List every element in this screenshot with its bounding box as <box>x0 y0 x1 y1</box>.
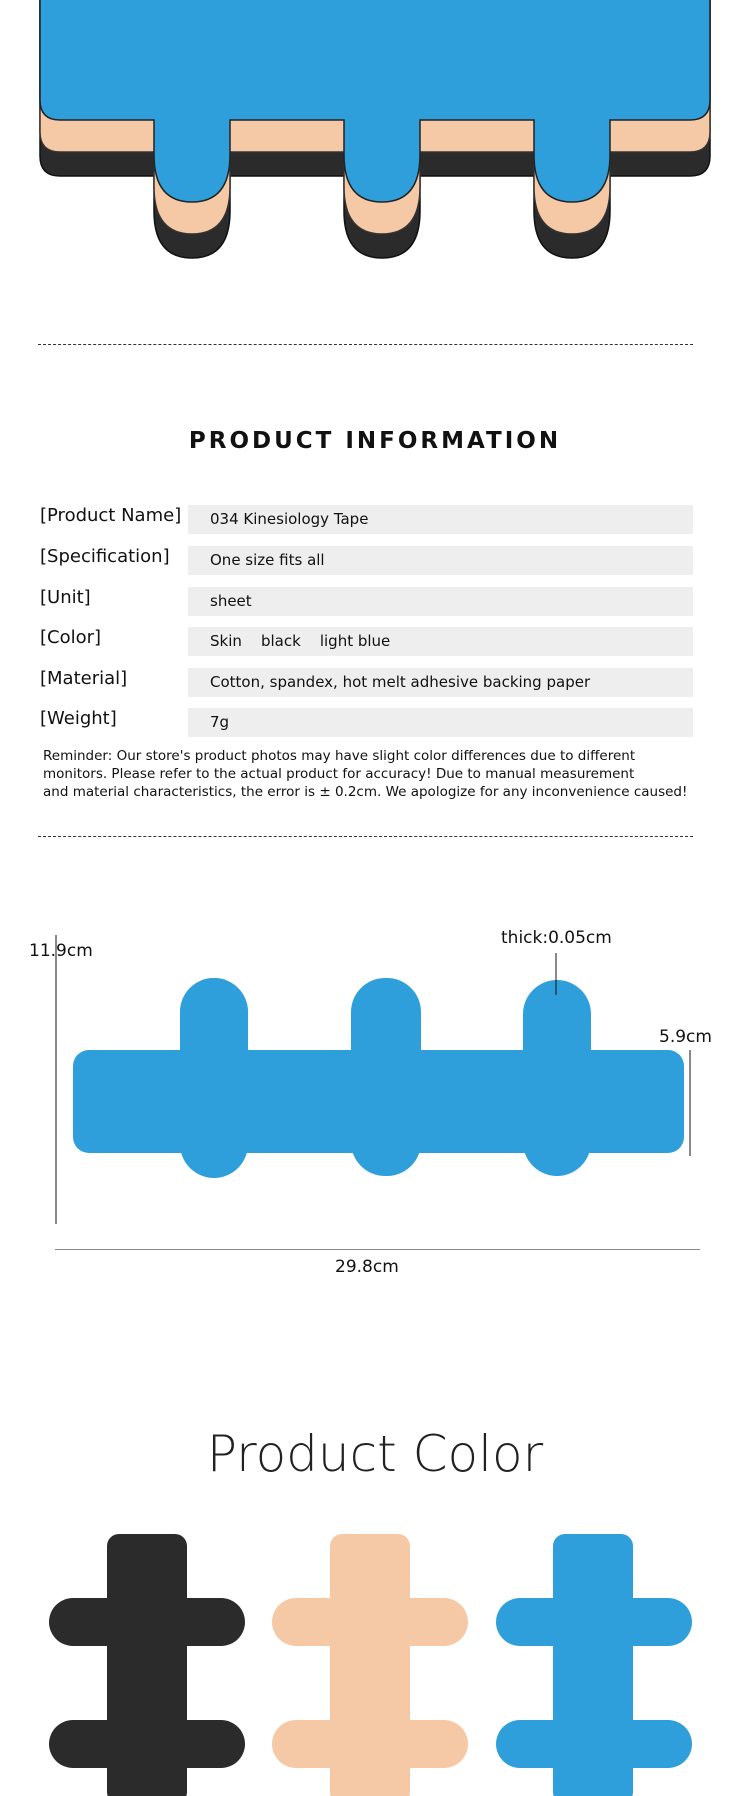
color-swatches <box>0 1530 750 1796</box>
value-unit: sheet <box>188 587 693 616</box>
length-label: 29.8cm <box>335 1257 399 1277</box>
value-weight: 7g <box>188 708 693 737</box>
height-label: 11.9cm <box>29 941 93 961</box>
value-color: Skin black light blue <box>188 627 693 656</box>
blue-tape-swatch <box>496 1534 692 1796</box>
strip-width-label: 5.9cm <box>659 1027 712 1047</box>
reminder-line-1: Reminder: Our store's product photos may have slight color differences due to different <box>43 748 636 764</box>
label-weight: [Weight] <box>40 708 117 729</box>
separator-top <box>38 344 693 345</box>
product-color-title: Product Color <box>206 1425 544 1483</box>
label-color: [Color] <box>40 627 102 648</box>
info-title: PRODUCT INFORMATION <box>188 428 562 454</box>
skin-tape-swatch <box>272 1534 468 1796</box>
thickness-label: thick:0.05cm <box>501 928 612 948</box>
separator-middle <box>38 836 693 837</box>
value-material: Cotton, spandex, hot melt adhesive backing paper <box>188 668 693 697</box>
black-tape-swatch <box>49 1534 245 1796</box>
label-product-name: [Product Name] <box>40 505 182 526</box>
stacked-tapes-illustration <box>0 0 750 270</box>
reminder-text <box>43 747 703 801</box>
reminder-line-3: and material characteristics, the error is ± 0.2cm. We apologize for any inconvenience caused! <box>43 784 688 800</box>
label-material: [Material] <box>40 668 128 689</box>
label-specification: [Specification] <box>40 546 170 567</box>
blue-tape-illustration <box>73 978 684 1178</box>
reminder-line-2: monitors. Please refer to the actual product for accuracy! Due to manual measurement <box>43 766 635 782</box>
value-specification: One size fits all <box>188 546 693 575</box>
dimension-diagram <box>0 930 750 1250</box>
label-unit: [Unit] <box>40 587 91 608</box>
value-product-name: 034 Kinesiology Tape <box>188 505 693 534</box>
